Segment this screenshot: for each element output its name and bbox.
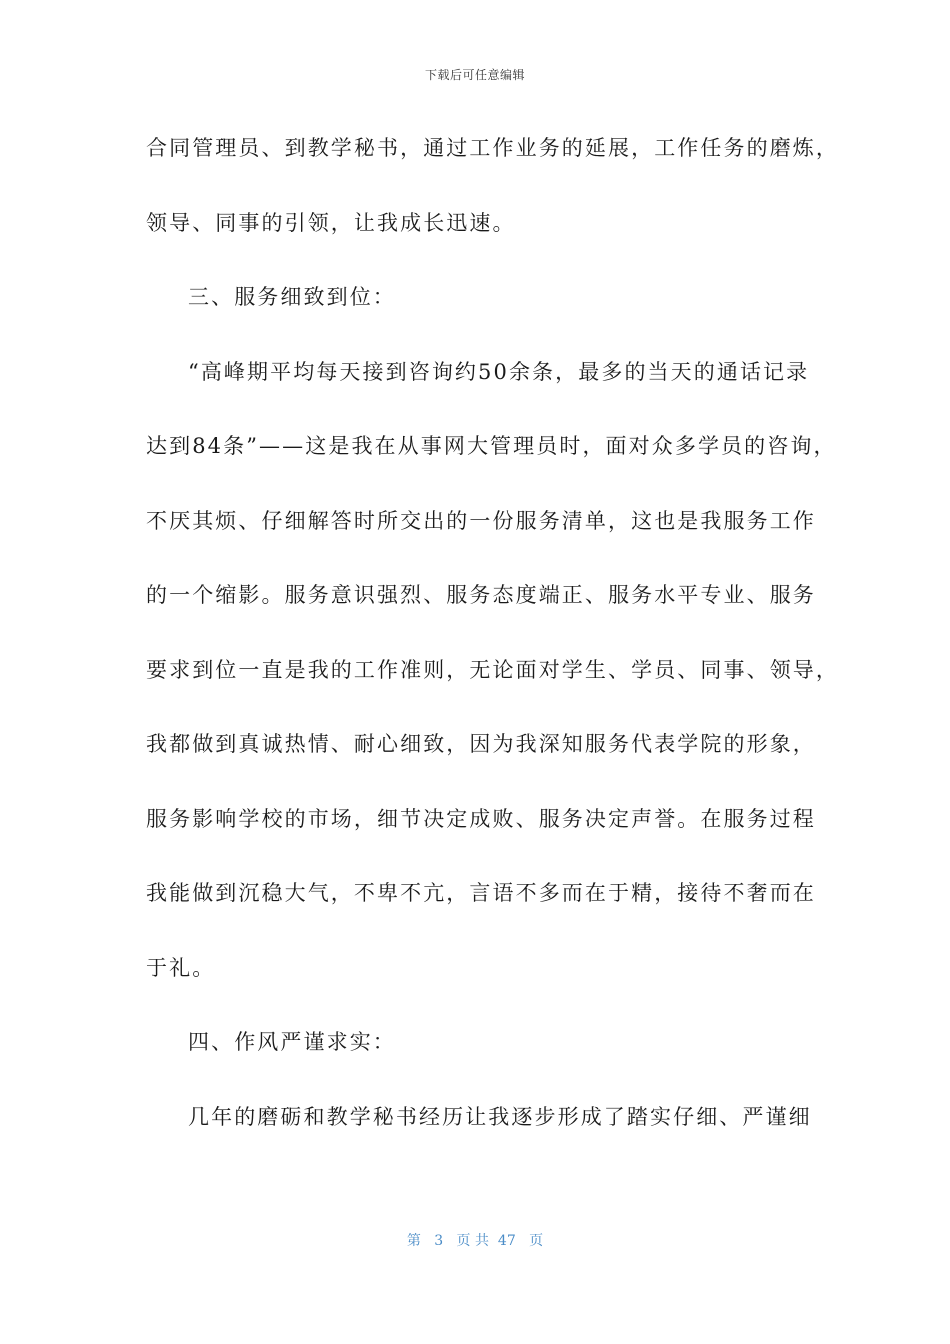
body-line: 我能做到沉稳大气，不卑不亢，言语不多而在于精，接待不奢而在 xyxy=(146,881,816,905)
section-heading: 三、服务细致到位： xyxy=(188,285,396,309)
page-label-mid: 页 共 xyxy=(456,1233,489,1249)
body-line: 合同管理员、到教学秘书，通过工作业务的延展，工作任务的磨炼， xyxy=(146,136,839,160)
total-pages-number: 47 xyxy=(497,1233,516,1249)
current-page-number: 3 xyxy=(434,1233,444,1249)
body-line: 于礼。 xyxy=(146,955,216,980)
page-label-prefix: 第 xyxy=(406,1233,421,1249)
body-line: 服务影响学校的市场，细节决定成败、服务决定声誉。在服务过程 xyxy=(146,806,816,831)
page-footer xyxy=(0,1230,950,1250)
header-note: 下载后可任意编辑 xyxy=(424,68,525,82)
body-line: 几年的磨砺和教学秘书经历让我逐步形成了踏实仔细、严谨细 xyxy=(188,1104,812,1129)
document-body xyxy=(146,128,839,1171)
section-heading: 四、作风严谨求实： xyxy=(188,1030,396,1054)
body-line: 领导、同事的引领，让我成长迅速。 xyxy=(146,210,516,235)
body-line: 我都做到真诚热情、耐心细致，因为我深知服务代表学院的形象， xyxy=(146,732,816,756)
body-line: 不厌其烦、仔细解答时所交出的一份服务清单，这也是我服务工作 xyxy=(146,508,816,533)
body-line: “高峰期平均每天接到咨询约50余条，最多的当天的通话记录 xyxy=(188,359,810,384)
body-line: 达到84条”——这是我在从事网大管理员时，面对众多学员的咨询， xyxy=(146,434,837,458)
body-line: 的一个缩影。服务意识强烈、服务态度端正、服务水平专业、服务 xyxy=(146,583,816,607)
body-line: 要求到位一直是我的工作准则，无论面对学生、学员、同事、领导， xyxy=(146,657,839,682)
page-label-suffix: 页 xyxy=(529,1233,544,1249)
